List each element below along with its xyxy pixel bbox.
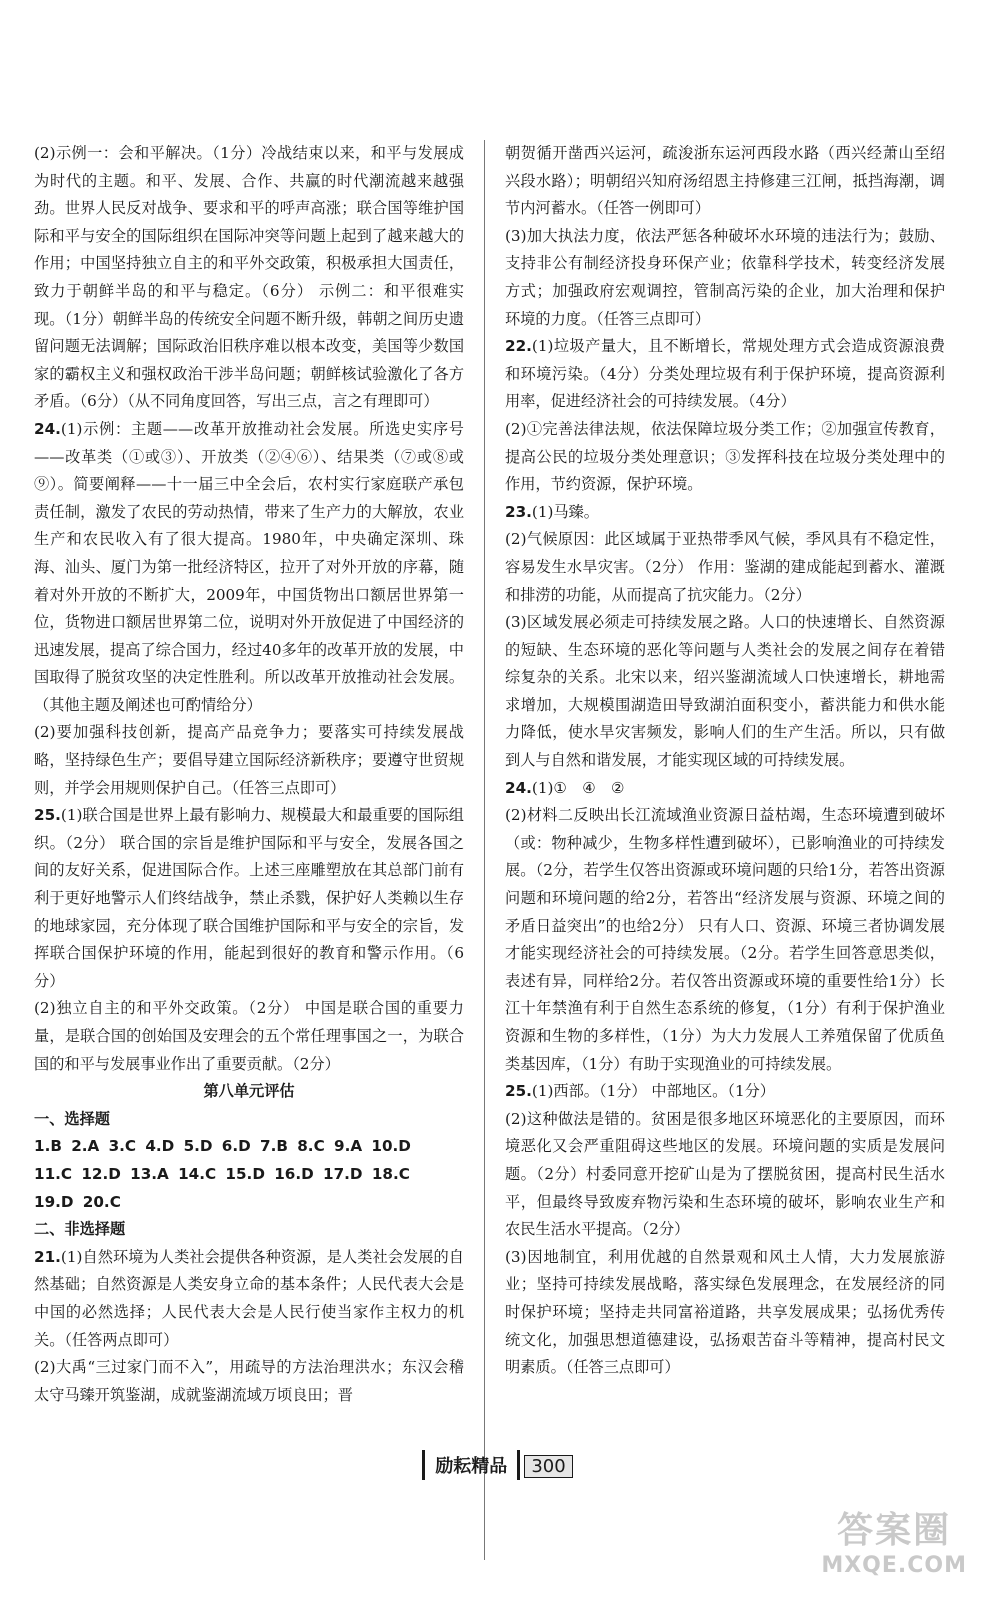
question-number: 22. (505, 337, 532, 356)
question-answer (34, 802, 464, 995)
right-column (505, 140, 945, 1382)
answer-key-row: 1.B 2.A 3.C 4.D 5.D 6.D 7.B 8.C 9.A 10.D (34, 1137, 411, 1156)
question-answer (34, 1244, 464, 1354)
answer-text: (2)独立自主的和平外交政策。（2分） 中国是联合国的重要力量，是联合国的创始国及安理会的五个常任理事国之一，为联合国的和平与发展事业作出了重要贡献。（2分） (34, 999, 464, 1073)
answer-text: (1)西部。（1分） 中部地区。（1分） (531, 1082, 775, 1101)
answer-key-row: 19.D 20.C (34, 1192, 121, 1211)
question-answer (505, 1078, 945, 1106)
sub-answer (505, 802, 945, 1078)
question-answer (505, 333, 945, 416)
question-answer (505, 775, 945, 803)
question-number: 24. (505, 778, 532, 797)
sub-answer (34, 140, 464, 416)
watermark (821, 1502, 967, 1578)
answer-key-row: 11.C 12.D 13.A 14.C 15.D 16.D 17.D 18.C (34, 1164, 410, 1183)
page-number: 300 (524, 1455, 572, 1478)
answer-text: (3)因地制宜，利用优越的自然景观和风土人情，大力发展旅游业；坚持可持续发展战略，落实绿色发展理念，在发展经济的同时保护环境；坚持走共同富裕道路，共享发展成果；弘扬优秀传统文化，加强思想道德建设，弘扬艰苦奋斗等精神，提高村民文明素质。（任答三点即可） (505, 1247, 945, 1377)
answer-text: (2)材料二反映出长江流域渔业资源日益枯竭，生态环境遭到破坏（或：物种减少，生物多样性遭到破坏），已影响渔业的可持续发展。（2分，若学生仅答出资源或环境问题的只给1分，若答出资源问题和环境问题的给2分，若答出“经济发展与资源、环境之间的矛盾日益突出”的也给2分） 只有人口、资源、环境三者协调发展才能实现经济社会的可持续发展。（2分。若学生回答意思类似，表述有异，同样给2分。若仅答出资源或环境的重要性给1分）长江十年禁渔有利于自然生态系统的修复，（1分）有利于保护渔业资源和生物的多样性，（1分）为大力发展人工养殖保留了优质鱼类基因库，（1分）有助于实现渔业的可持续发展。 (505, 806, 945, 1073)
section-heading: 一、选择题 (34, 1109, 110, 1128)
question-number: 23. (505, 502, 532, 521)
sub-answer (505, 1106, 945, 1244)
answer-text: (2)①完善法律法规，依法保障垃圾分类工作；②加强宣传教育，提高公民的垃圾分类处理意识；③发挥科技在垃圾分类处理中的作用，节约资源，保护环境。 (505, 419, 945, 494)
unit-title: 第八单元评估 (203, 1082, 295, 1101)
answer-text: (1)联合国是世界上最有影响力、规模最大和最重要的国际组织。（2分） 联合国的宗旨是维护国际和平与安全，发展各国之间的友好关系，促进国际合作。上述三座雕塑放在其总部门前有利于更好地警示人们终结战争，禁止杀戮，保护好人类赖以生存的地球家园，充分体现了联合国维护国际和平与安全的宗旨，发挥联合国保护环境的作用，能起到很好的教育和警示作用。（6分） (34, 806, 464, 990)
answer-text: (1)示例：主题——改革开放推动社会发展。所选史实序号——改革类（①或③）、开放类（②④⑥）、结果类（⑦或⑧或⑨）。简要阐释——十一届三中全会后，农村实行家庭联产承包责任制，激发了农民的劳动热情，带来了生产力的大解放，农业生产和农民收入有了很大提高。1980年，中央确定深圳、珠海、汕头、厦门为第一批经济特区，拉开了对外开放的序幕，随着对外开放的不断扩大，2009年，中国货物出口额居世界第一位，货物进口额居世界第二位，说明对外开放促进了中国经济的迅速发展，提高了综合国力，经过40多年的改革开放的发展，中国取得了脱贫攻坚的决定性胜利。所以改革开放推动社会发展。（其他主题及阐述也可酌情给分） (34, 419, 464, 714)
answer-text: (1)垃圾产量大，且不断增长，常规处理方式会造成资源浪费和环境污染。（4分）分类处理垃圾有利于保护环境，提高资源利用率，促进经济社会的可持续发展。（4分） (505, 337, 945, 411)
answer-text: (2)示例一：会和平解决。（1分）冷战结束以来，和平与发展成为时代的主题。和平、发展、合作、共赢的时代潮流越来越强劲。世界人民反对战争、要求和平的呼声高涨；联合国等维护国际和平与安全的国际组织在国际冲突等问题上起到了越来越大的作用；中国坚持独立自主的和平外交政策，积极承担大国责任，致力于朝鲜半岛的和平与稳定。（6分） 示例二：和平很难实现。（1分）朝鲜半岛的传统安全问题不断升级，韩朝之间历史遗留问题无法调解；国际政治旧秩序难以根本改变，美国等少数国家的霸权主义和强权政治干涉半岛问题；朝鲜核试验激化了各方矛盾。（6分）（从不同角度回答，写出三点，言之有理即可） (34, 144, 464, 411)
sub-answer (34, 995, 464, 1078)
sub-answer (505, 223, 945, 333)
answer-text: (2)气候原因：此区域属于亚热带季风气候，季风具有不稳定性，容易发生水旱灾害。（2分） 作用：鉴湖的建成能起到蓄水、灌溉和排涝的功能，从而提高了抗灾能力。（2分） (505, 530, 945, 604)
answer-text: 朝贺循开凿西兴运河，疏浚浙东运河西段水路（西兴经萧山至绍兴段水路）；明朝绍兴知府汤绍恩主持修建三江闸，抵挡海潮，调节内河蓄水。（任答一例即可） (505, 144, 945, 218)
answer-text: (2)这种做法是错的。贫困是很多地区环境恶化的主要原因，而环境恶化又会严重阻碍这些地区的发展。环境问题的实质是发展问题。（2分）村委同意开挖矿山是为了摆脱贫困，提高村民生活水平，但最终导致废弃物污染和生态环境的破坏，影响农业生产和农民生活水平提高。（2分） (505, 1109, 945, 1239)
watermark-title: 答案圈 (837, 1510, 952, 1551)
sub-answer (505, 1244, 945, 1382)
brand-logo: 励耘精品 (422, 1450, 520, 1480)
sub-answer (505, 609, 945, 775)
question-number: 24. (34, 419, 61, 438)
answer-text: (2)大禹“三过家门而不入”，用疏导的方法治理洪水；东汉会稽太守马臻开筑鉴湖，成就鉴湖流域万顷良田；晋 (34, 1358, 464, 1404)
question-number: 25. (34, 806, 61, 825)
answer-text: (3)区域发展必须走可持续发展之路。人口的快速增长、自然资源的短缺、生态环境的恶化等问题与人类社会的发展之间存在着错综复杂的关系。北宋以来，绍兴鉴湖流域人口快速增长，耕地需求增加，大规模围湖造田导致湖泊面积变小，蓄洪能力和供水能力降低，使水旱灾害频发，影响人们的生产生活。所以，只有做到人与自然和谐发展，才能实现区域的可持续发展。 (505, 613, 945, 770)
answer-text: (2)要加强科技创新，提高产品竞争力；要落实可持续发展战略，坚持绿色生产；要倡导建立国际经济新秩序；要遵守世贸规则，并学会用规则保护自己。（任答三点即可） (34, 723, 464, 797)
watermark-url: MXQE.COM (821, 1553, 967, 1578)
question-number: 25. (505, 1082, 532, 1101)
answer-text: (1)自然环境为人类社会提供各种资源，是人类社会发展的自然基础；自然资源是人类安身立命的基本条件；人民代表大会是中国的必然选择；人民代表大会是人民行使当家作主权力的机关。（任答两点即可） (34, 1247, 464, 1349)
answer-text: (1)① ④ ② (531, 778, 625, 797)
sub-answer (505, 140, 945, 223)
question-number: 21. (34, 1247, 61, 1266)
page-footer (0, 1450, 995, 1480)
question-answer (34, 416, 464, 720)
column-divider (484, 140, 485, 1560)
sub-answer (34, 1354, 464, 1409)
sub-answer (505, 416, 945, 499)
question-answer (505, 499, 945, 527)
answer-text: (1)马臻。 (531, 502, 599, 521)
sub-answer (505, 526, 945, 609)
answer-text: (3)加大执法力度，依法严惩各种破坏水环境的违法行为；鼓励、支持非公有制经济投身环保产业；依靠科学技术，转变经济发展方式；加强政府宏观调控，管制高污染的企业，加大治理和保护环境的力度。（任答三点即可） (505, 226, 945, 328)
section-heading: 二、非选择题 (34, 1220, 126, 1239)
sub-answer (34, 719, 464, 802)
left-column (34, 140, 464, 1409)
